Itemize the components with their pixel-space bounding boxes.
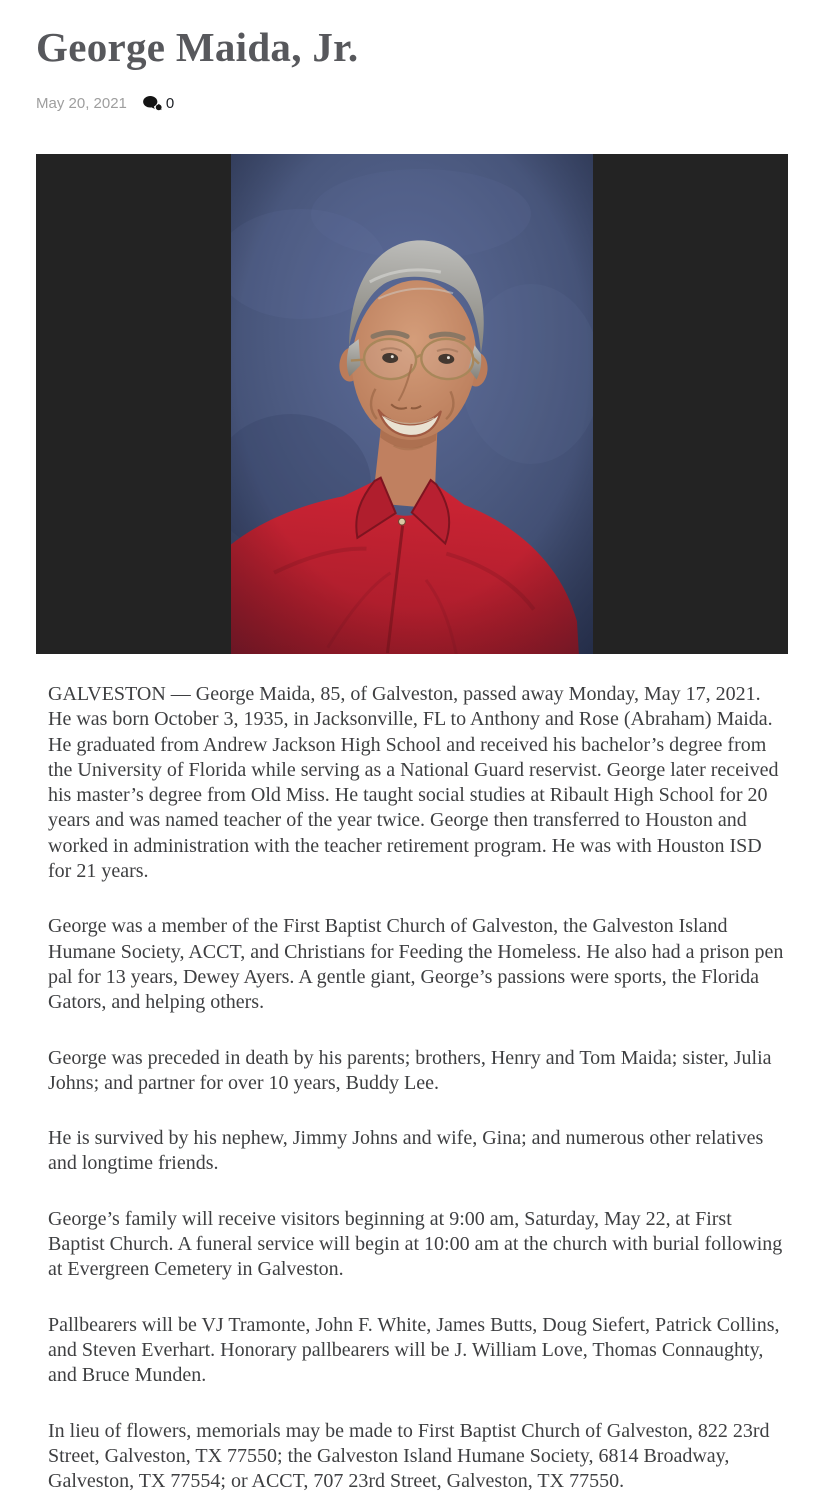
comments-link[interactable] [143,95,174,112]
comments-count: 0 [165,94,175,112]
publish-date: May 20, 2021 [36,94,127,112]
obituary-body [36,682,788,1494]
obituary-paragraph: George’s family will receive visitors beginning at 9:00 am, Saturday, May 22, at First Baptist Church. A funeral service will begin at 10:00 am at the church with burial following at Evergreen Cemetery in Galveston. [48,1207,783,1281]
comments-icon [143,96,162,111]
photo-band [36,154,788,654]
portrait-photo [231,154,593,654]
obituary-paragraph: George was preceded in death by his parents; brothers, Henry and Tom Maida; sister, Julia Johns; and partner for over 10 years, Buddy Lee. [48,1046,772,1094]
obituary-paragraph: GALVESTON — George Maida, 85, of Galveston, passed away Monday, May 17, 2021. He was born October 3, 1935, in Jacksonville, FL to Anthony and Rose (Abraham) Maida. He graduated from Andrew Jackson High School and received his bachelor’s degree from the University of Florida while serving as a National Guard reservist. George later received his master’s degree from Old Miss. He taught social studies at Ribault High School for 20 years and was named teacher of the year twice. George then transferred to Houston and worked in administration with the teacher retirement program. He was with Houston ISD for 21 years. [48,683,779,883]
obituary-paragraph: He is survived by his nephew, Jimmy Johns and wife, Gina; and numerous other relatives and longtime friends. [48,1127,764,1175]
article-meta [36,94,788,112]
obituary-paragraph: Pallbearers will be VJ Tramonte, John F. White, James Butts, Doug Siefert, Patrick Collins, and Steven Everhart. Honorary pallbearers will be J. William Love, Thomas Connaughty, and Bruce Munden. [48,1313,780,1387]
obituary-paragraph: In lieu of flowers, memorials may be made to First Baptist Church of Galveston, 822 23rd Street, Galveston, TX 77550; the Galveston Island Humane Society, 6814 Broadway, Galveston, TX 77554; or ACCT, 707 23rd Street, Galveston, TX 77550. [48,1419,770,1493]
obituary-paragraph: George was a member of the First Baptist Church of Galveston, the Galveston Island Humane Society, ACCT, and Christians for Feeding the Homeless. He also had a prison pen pal for 13 years, Dewey Ayers. A gentle giant, George’s passions were sports, the Florida Gators, and helping others. [48,915,784,1014]
page-title: George Maida, Jr. [36,24,359,70]
